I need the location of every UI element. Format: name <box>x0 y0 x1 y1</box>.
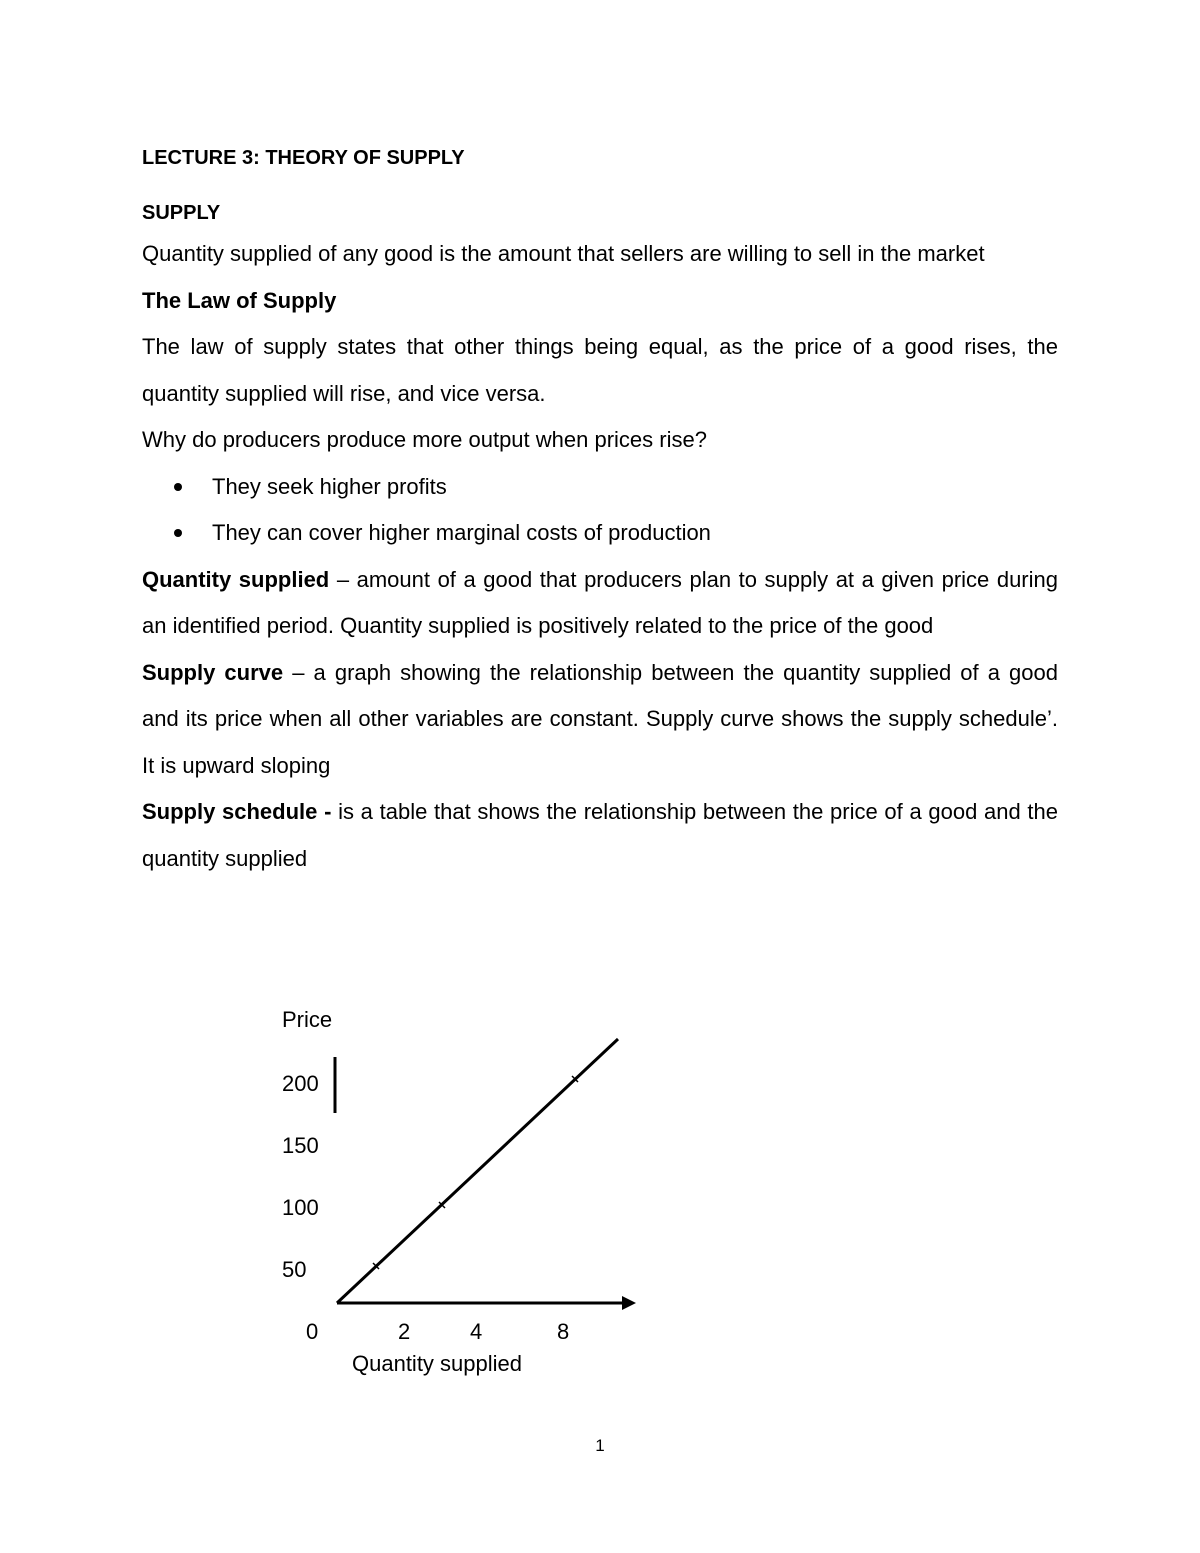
x-tick-label: 4 <box>470 1319 483 1344</box>
document-title: LECTURE 3: THEORY OF SUPPLY <box>142 147 465 169</box>
bullet-icon <box>174 529 182 537</box>
x-tick-label: 2 <box>398 1319 411 1344</box>
quantity-supplied-definition: Quantity supplied – amount of a good that producers plan to supply at a given price during an identified period. Quantity supplied is positively related to the price of the good <box>142 566 1058 638</box>
x-axis-arrow-icon <box>622 1296 636 1310</box>
x-axis-label: Quantity supplied <box>352 1351 522 1376</box>
y-axis-label: Price <box>282 1007 333 1032</box>
y-tick-label: 200 <box>282 1071 319 1096</box>
supply-curve-chart <box>270 995 670 1395</box>
law-of-supply-text: The law of supply states that other things being equal, as the price of a good rises, the quantity supplied will rise, and vice versa. <box>142 334 1058 406</box>
supply-schedule-definition: Supply schedule - is a table that shows the relationship between the price of a good and the quantity supplied <box>142 799 1058 871</box>
page-number: 1 <box>595 1436 605 1455</box>
list-item: They seek higher profits <box>142 464 1058 511</box>
section-heading-supply: SUPPLY <box>142 202 221 224</box>
x-tick-label: 8 <box>557 1319 570 1344</box>
list-item: They can cover higher marginal costs of production <box>142 510 1058 557</box>
question-text: Why do producers produce more output when prices rise? <box>142 427 707 452</box>
term-supply-schedule: Supply schedule - <box>142 799 339 824</box>
y-tick-label: 50 <box>282 1257 307 1282</box>
y-tick-labels <box>282 1071 319 1282</box>
supply-definition: Quantity supplied of any good is the amount that sellers are willing to sell in the market <box>142 241 985 266</box>
x-tick-labels <box>306 1319 569 1344</box>
supply-curve-definition: Supply curve – a graph showing the relationship between the quantity supplied of a good and its price when all other variables are constant. Supply curve shows the supply schedule’. It is upward sloping <box>142 659 1058 778</box>
x-tick-label: 0 <box>306 1319 319 1344</box>
law-of-supply-heading: The Law of Supply <box>142 287 337 313</box>
reasons-list <box>142 464 1058 557</box>
document-body <box>142 140 1058 882</box>
y-tick-label: 150 <box>282 1133 319 1158</box>
y-tick-label: 100 <box>282 1195 319 1220</box>
term-quantity-supplied: Quantity supplied <box>142 566 330 592</box>
term-supply-curve: Supply curve <box>142 659 284 685</box>
bullet-icon <box>174 483 182 491</box>
